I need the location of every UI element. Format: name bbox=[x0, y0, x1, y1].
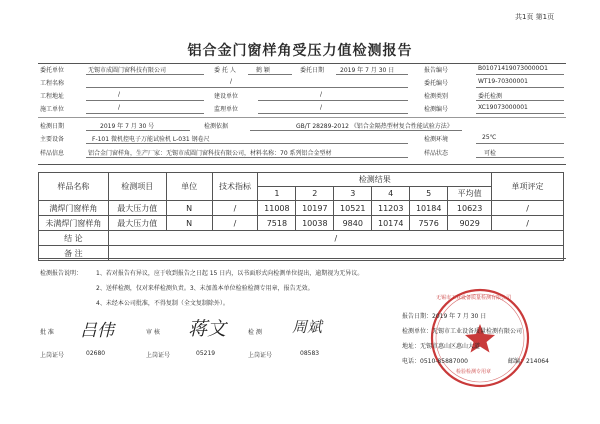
cell-name: 未满焊门窗样角 bbox=[39, 216, 109, 231]
th-name: 样品名称 bbox=[39, 173, 109, 201]
label-lb: 检测类别 bbox=[424, 93, 449, 100]
remark-label: 备 注 bbox=[39, 246, 109, 261]
ul bbox=[250, 130, 462, 131]
th-col: 5 bbox=[410, 187, 448, 201]
th-col: 2 bbox=[296, 187, 334, 201]
th-tech: 技术指标 bbox=[212, 173, 258, 201]
cell-value: 7518 bbox=[258, 216, 296, 231]
results-table bbox=[38, 172, 564, 261]
ul bbox=[476, 87, 564, 88]
cell-value: 9840 bbox=[334, 216, 372, 231]
label-test: 检 测 bbox=[248, 329, 262, 336]
label-wtbh: 委托编号 bbox=[424, 80, 449, 87]
label-jcrq: 检测日期 bbox=[40, 123, 65, 130]
th-verdict: 单项评定 bbox=[492, 173, 564, 201]
cell-value: 10174 bbox=[372, 216, 410, 231]
value-js: / bbox=[320, 91, 323, 98]
ul bbox=[248, 74, 292, 75]
table-row bbox=[39, 216, 564, 231]
seal-sub: 检验检测专用章 bbox=[456, 369, 492, 375]
label-date: 委托日期 bbox=[300, 67, 325, 74]
ul bbox=[476, 113, 564, 114]
cell-tech: / bbox=[212, 216, 258, 231]
label-js: 建设单位 bbox=[214, 93, 239, 100]
value-rep: B010714190730000O1 bbox=[478, 65, 548, 72]
signature-review: 蒋文 bbox=[188, 318, 227, 340]
ul bbox=[86, 74, 204, 75]
cell-verdict: / bbox=[492, 201, 564, 216]
value-wtr: 鹤 颖 bbox=[256, 67, 270, 74]
th-col: 3 bbox=[334, 187, 372, 201]
value-yj: GB/T 28289-2012 《铝合金隔热型材复合性能试验方法》 bbox=[296, 123, 453, 130]
zipcode: 邮编：214064 bbox=[508, 358, 549, 365]
value-lb: 委托检测 bbox=[478, 93, 503, 100]
label-jlbh: 检测编号 bbox=[424, 106, 449, 113]
ul bbox=[476, 100, 564, 101]
value-sb: F-101 微机控电子万能试验机 L-031 钢卷尺 bbox=[92, 136, 210, 143]
value-jlbh: XC19073000001 bbox=[478, 104, 528, 111]
cell-name: 满焊门窗样角 bbox=[39, 201, 109, 216]
label-approve: 批 准 bbox=[40, 329, 54, 336]
cell-average: 10623 bbox=[448, 201, 492, 216]
page-info: 共1页 第1页 bbox=[515, 13, 555, 21]
table-row bbox=[39, 201, 564, 216]
note-2: 2、送样检测，仅对来样检测负责。3、未加盖本单位检验检测专用章，报告无效。 bbox=[96, 285, 314, 292]
cell-value: 10521 bbox=[334, 201, 372, 216]
value-jl: / bbox=[320, 104, 323, 111]
cell-value: 10038 bbox=[296, 216, 334, 231]
th-col: 1 bbox=[258, 187, 296, 201]
th-item: 检测项目 bbox=[108, 173, 166, 201]
conclusion-value: / bbox=[108, 231, 563, 246]
label-yj: 检测依据 bbox=[204, 123, 229, 130]
report-date: 报告日期：2019 年 7 月 30 日 bbox=[402, 313, 487, 320]
value-addr: / bbox=[118, 91, 121, 98]
value-cert-2: 05219 bbox=[196, 350, 216, 357]
ul bbox=[86, 143, 408, 144]
th-col: 平均值 bbox=[448, 187, 492, 201]
value-zt: 可检 bbox=[484, 150, 497, 157]
telephone: 电话：0510-85887000 bbox=[402, 358, 468, 365]
label-cert-1: 上岗证号 bbox=[40, 352, 65, 359]
ul bbox=[476, 157, 564, 158]
label-jl: 监理单位 bbox=[214, 106, 239, 113]
cell-verdict: / bbox=[492, 216, 564, 231]
label-review: 审 核 bbox=[146, 329, 160, 336]
cell-value: 11008 bbox=[258, 201, 296, 216]
test-unit: 检测单位：无锡市工业设备质量检测有限公司 bbox=[402, 328, 523, 335]
ul bbox=[86, 87, 408, 88]
cell-average: 9029 bbox=[448, 216, 492, 231]
ul bbox=[476, 74, 564, 75]
ul bbox=[258, 100, 408, 101]
cell-value: 11203 bbox=[372, 201, 410, 216]
cell-value: 10197 bbox=[296, 201, 334, 216]
value-hj: 25℃ bbox=[482, 134, 497, 141]
value-wt: 无锡市成圆门窗科技有限公司 bbox=[88, 67, 167, 74]
th-result: 检测结果 bbox=[258, 173, 492, 187]
signature-approve: 吕伟 bbox=[80, 321, 114, 341]
label-rep: 报告编号 bbox=[424, 67, 449, 74]
label-wtr: 委 托 人 bbox=[214, 67, 236, 74]
ul bbox=[86, 130, 190, 131]
ul bbox=[258, 113, 408, 114]
label-hj: 检测环境 bbox=[424, 136, 449, 143]
ul bbox=[476, 143, 564, 144]
label-gc: 工程名称 bbox=[40, 80, 65, 87]
rule bbox=[38, 117, 566, 118]
address: 地址：无锡市惠山区惠山大道 bbox=[402, 343, 481, 350]
value-date: 2019 年 7 月 30 日 bbox=[340, 67, 395, 74]
cell-unit: N bbox=[166, 201, 212, 216]
value-jcrq: 2019 年 7 月 30 号 bbox=[100, 123, 155, 130]
note-1: 1、若对报告有异议，应于收到报告之日起 15 日内，以书面形式向检测单位提出，逾期视为无异议。 bbox=[96, 270, 364, 277]
cell-unit: N bbox=[166, 216, 212, 231]
ul bbox=[86, 113, 204, 114]
th-unit: 单位 bbox=[166, 173, 212, 201]
value-cert-1: 02680 bbox=[86, 350, 106, 357]
label-addr: 工程地址 bbox=[40, 93, 65, 100]
top-rule bbox=[38, 63, 566, 64]
report-title: 铝合金门窗样角受压力值检测报告 bbox=[187, 43, 413, 59]
cell-tech: / bbox=[212, 201, 258, 216]
label-cert-2: 上岗证号 bbox=[146, 352, 171, 359]
rule bbox=[38, 258, 566, 259]
label-wt: 委托单位 bbox=[40, 67, 65, 74]
signature-test: 周斌 bbox=[292, 318, 323, 336]
label-zt: 样品状态 bbox=[424, 150, 449, 157]
notes-label: 检测报告说明： bbox=[40, 270, 83, 277]
value-gc: / bbox=[230, 78, 233, 85]
th-col: 4 bbox=[372, 187, 410, 201]
value-sg: / bbox=[118, 104, 121, 111]
value-wtbh: WT19-70300001 bbox=[478, 78, 528, 85]
label-sg: 施工单位 bbox=[40, 106, 65, 113]
conclusion-label: 结 论 bbox=[39, 231, 109, 246]
cell-value: 10184 bbox=[410, 201, 448, 216]
label-xx: 样品信息 bbox=[40, 150, 65, 157]
ul bbox=[336, 74, 408, 75]
value-xx: 铝合金门窗样角，生产厂家：无锡市成圆门窗科技有限公司，材料名称：70 系列铝合金型材 bbox=[88, 150, 332, 157]
ul bbox=[86, 100, 204, 101]
label-sb: 主要设备 bbox=[40, 136, 65, 143]
note-3: 4、未经本公司批准，不得复制（全文复制除外）。 bbox=[96, 300, 229, 307]
seal-text: 无锡市工业设备质量检测有限公司 bbox=[436, 295, 512, 301]
cell-item: 最大压力值 bbox=[108, 216, 166, 231]
conclusion-row bbox=[39, 231, 564, 246]
value-cert-3: 08583 bbox=[300, 350, 320, 357]
cell-item: 最大压力值 bbox=[108, 201, 166, 216]
label-cert-3: 上岗证号 bbox=[248, 352, 273, 359]
cell-value: 7576 bbox=[410, 216, 448, 231]
rule bbox=[38, 164, 566, 165]
ul bbox=[86, 157, 408, 158]
